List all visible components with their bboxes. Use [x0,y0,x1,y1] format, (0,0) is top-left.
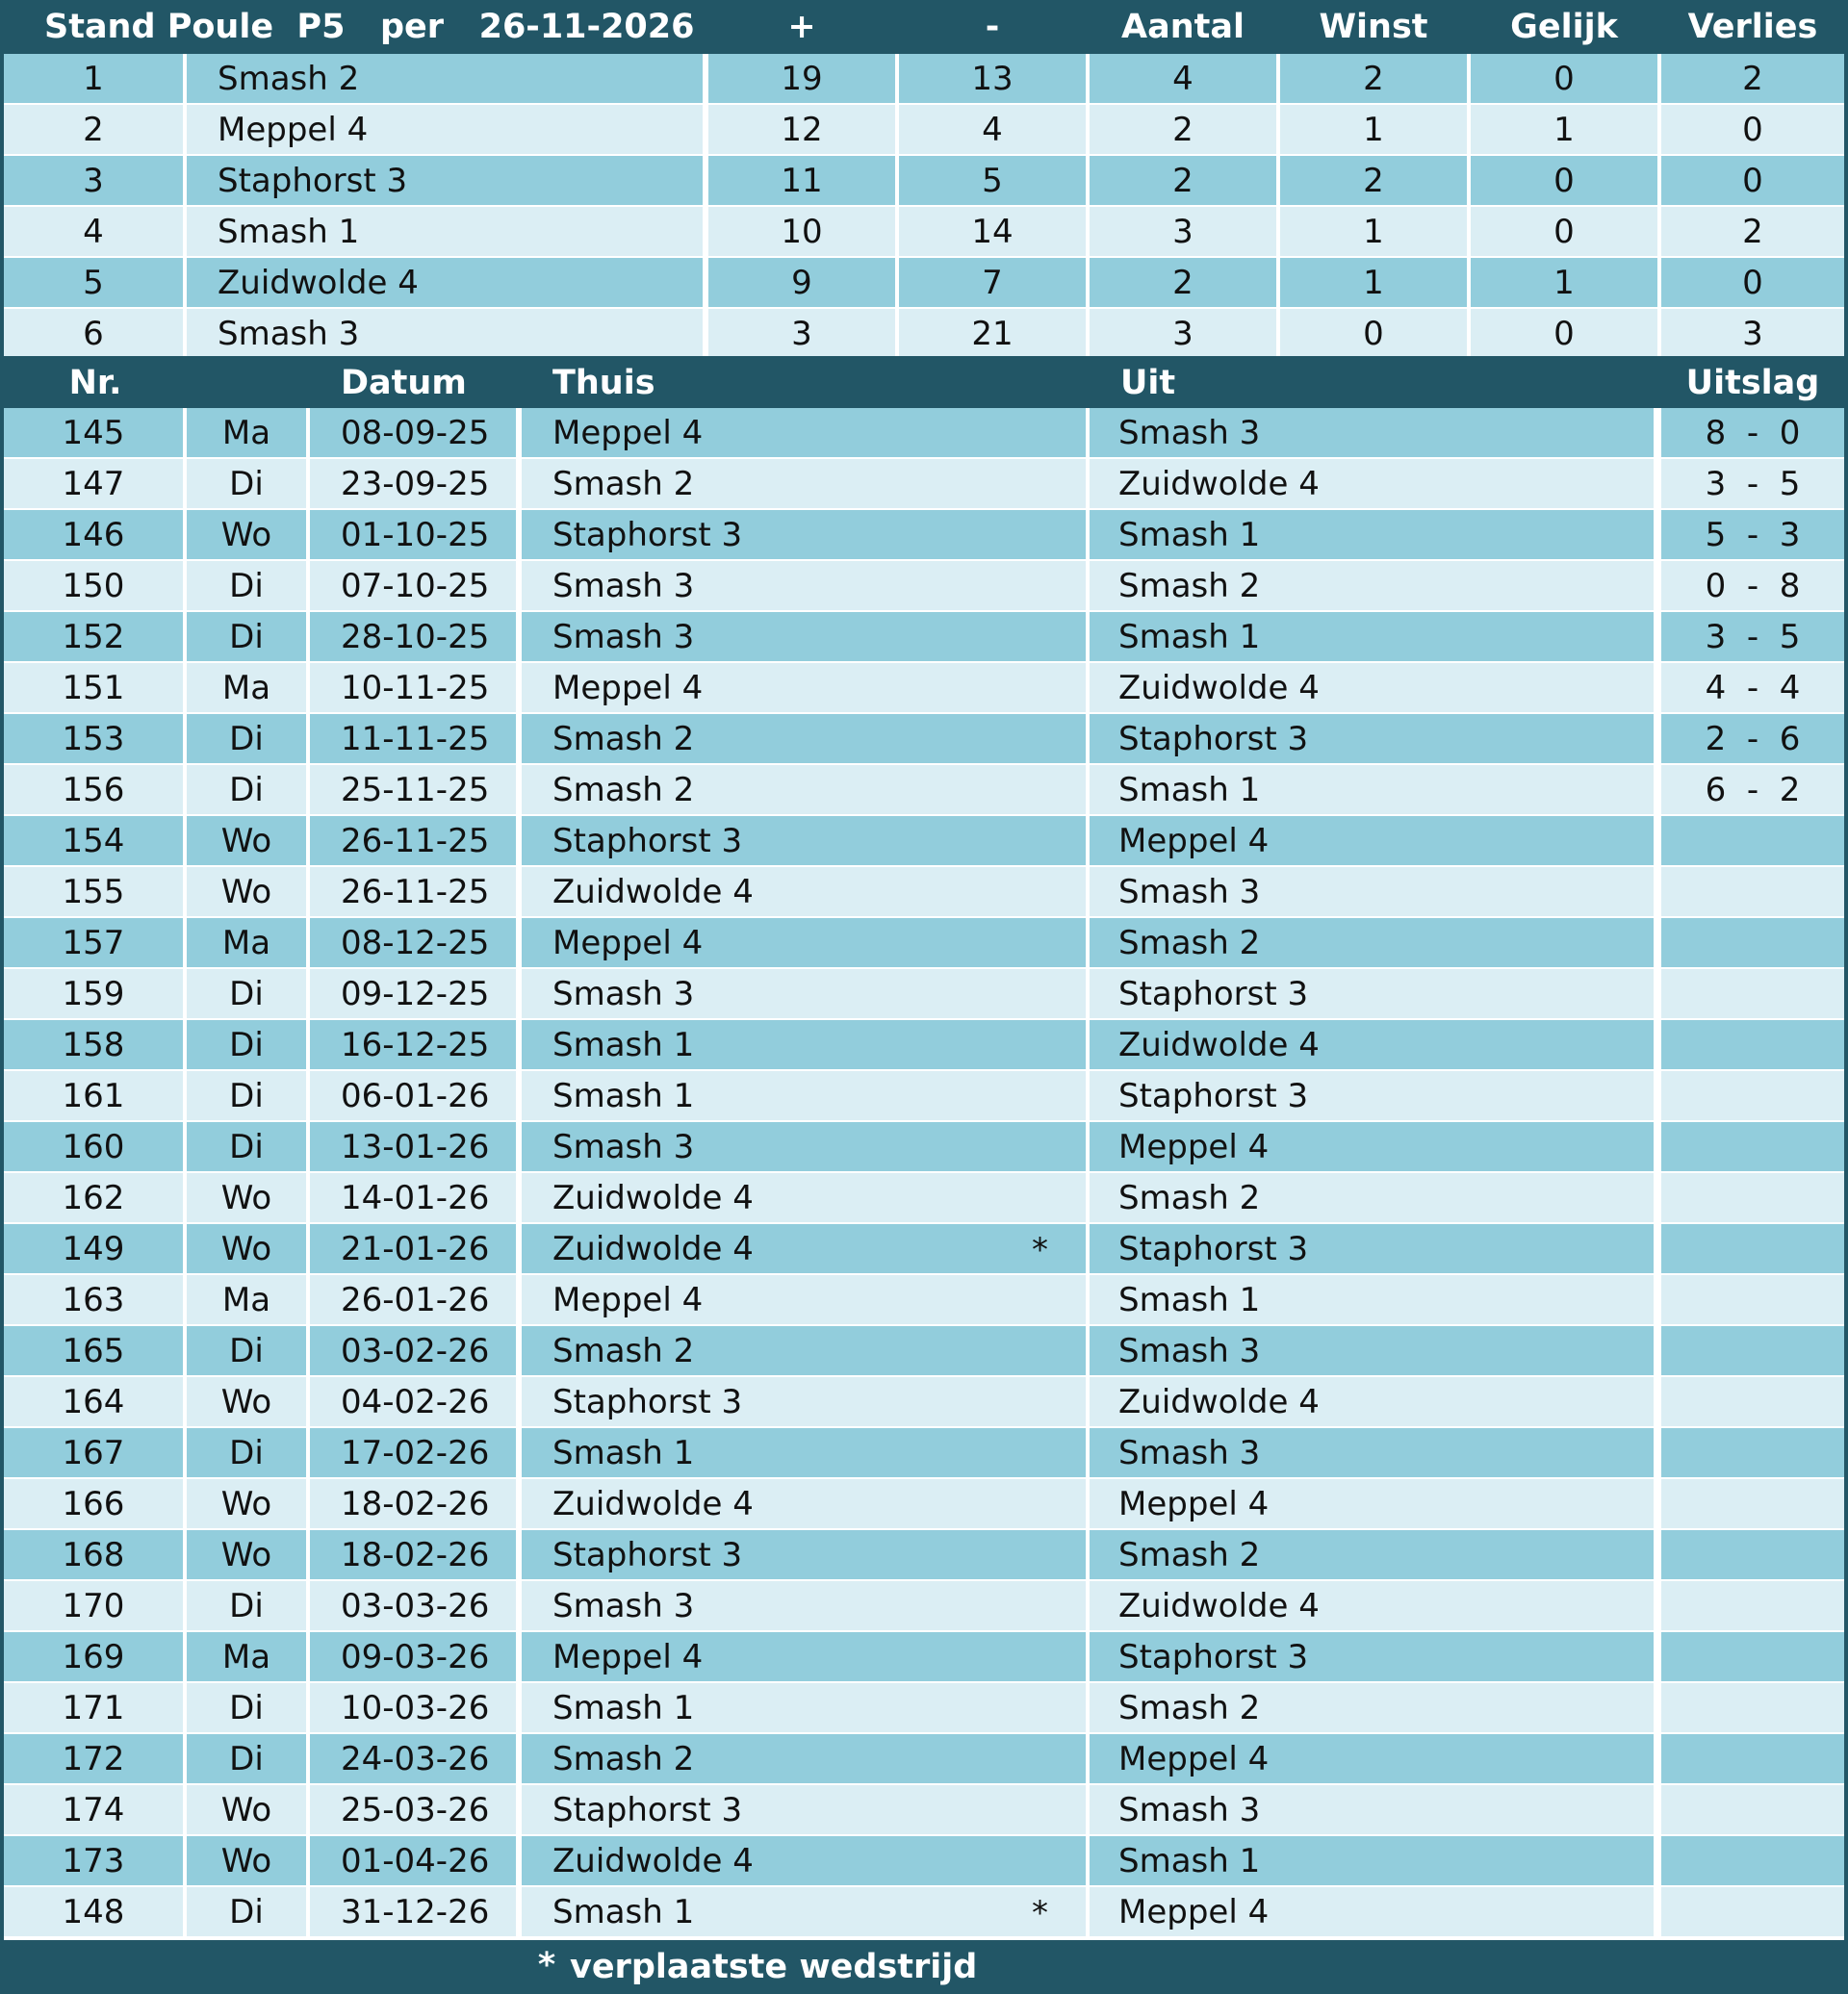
match-day: Wo [187,510,306,559]
match-day: Di [187,1428,306,1477]
match-number: 173 [4,1836,183,1885]
schedule-row [0,1479,1848,1530]
match-day: Wo [187,867,306,916]
match-number: 148 [4,1887,183,1936]
standings-position: 4 [4,207,183,256]
match-home-team: Smash 3 [522,612,1086,661]
standings-position: 3 [4,156,183,205]
match-result: 6 - 2 [1661,765,1844,814]
schedule-row [0,1632,1848,1683]
match-day: Di [187,765,306,814]
match-away-team: Smash 3 [1090,1326,1654,1375]
match-number: 151 [4,663,183,712]
match-number: 171 [4,1683,183,1732]
schedule-row [0,1734,1848,1785]
match-home-team: Smash 2 [522,714,1086,763]
footnote-mark: * [537,1946,556,1984]
schedule-row [0,714,1848,765]
match-result [1661,969,1844,1018]
match-away-team: Smash 2 [1090,1173,1654,1222]
match-home-team: Smash 3 [522,561,1086,610]
schedule-row [0,1122,1848,1173]
standings-position: 1 [4,54,183,103]
standings-row [0,54,1848,105]
match-away-team: Staphorst 3 [1090,1224,1654,1273]
match-result [1661,1683,1844,1732]
match-away-team: Staphorst 3 [1090,714,1654,763]
standings-gelijk: 0 [1471,309,1657,358]
standings-position: 5 [4,258,183,307]
standings-gelijk: 0 [1471,207,1657,256]
match-home-team: Staphorst 3 [522,1377,1086,1426]
match-number: 158 [4,1020,183,1069]
match-home-team: Smash 3 [522,969,1086,1018]
match-result [1661,816,1844,865]
match-result [1661,1326,1844,1375]
match-result: 2 - 6 [1661,714,1844,763]
match-home-team: Zuidwolde 4 [522,1224,1086,1273]
standings-aantal: 2 [1090,156,1276,205]
match-home-team: Zuidwolde 4 [522,867,1086,916]
match-home-team: Staphorst 3 [522,1530,1086,1579]
match-day: Di [187,1887,306,1936]
match-result [1661,1479,1844,1528]
match-away-team: Smash 3 [1090,867,1654,916]
match-home-team: Smash 1 [522,1887,1086,1936]
match-result [1661,1020,1844,1069]
standings-minus: 5 [899,156,1086,205]
schedule-row [0,1887,1848,1938]
match-away-team: Smash 1 [1090,765,1654,814]
match-date: 18-02-26 [310,1530,516,1579]
schedule-row [0,1581,1848,1632]
match-day: Ma [187,1275,306,1324]
standings-winst: 2 [1280,156,1467,205]
match-away-team: Smash 1 [1090,1275,1654,1324]
match-date: 03-03-26 [310,1581,516,1630]
match-away-team: Meppel 4 [1090,1479,1654,1528]
schedule-row [0,510,1848,561]
match-day: Di [187,1071,306,1120]
match-result: 0 - 8 [1661,561,1844,610]
match-away-team: Zuidwolde 4 [1090,663,1654,712]
left-border [0,0,4,1994]
match-home-team: Meppel 4 [522,1275,1086,1324]
schedule-row [0,1326,1848,1377]
match-number: 160 [4,1122,183,1171]
match-home-team: Zuidwolde 4 [522,1479,1086,1528]
standings-plus: 12 [708,105,895,154]
standings-minus: 21 [899,309,1086,358]
match-number: 145 [4,408,183,457]
standings-team: Smash 2 [187,54,703,103]
match-day: Di [187,1326,306,1375]
match-date: 25-03-26 [310,1785,516,1834]
match-home-team: Smash 2 [522,1326,1086,1375]
standings-position: 6 [4,309,183,358]
match-number: 147 [4,459,183,508]
header-verlies: Verlies [1687,8,1818,46]
match-date: 23-09-25 [310,459,516,508]
standings-title: Stand Poule P5 per 26-11-2026 [44,8,695,46]
standings-plus: 11 [708,156,895,205]
match-away-team: Smash 3 [1090,408,1654,457]
schedule-row [0,663,1848,714]
match-result [1661,1275,1844,1324]
match-home-team: Meppel 4 [522,663,1086,712]
schedule-row [0,1428,1848,1479]
header-winst: Winst [1319,8,1428,46]
standings-winst: 2 [1280,54,1467,103]
match-number: 154 [4,816,183,865]
match-day: Wo [187,1224,306,1273]
header-gelijk: Gelijk [1510,8,1618,46]
schedule-row [0,1275,1848,1326]
match-home-team: Meppel 4 [522,918,1086,967]
standings-winst: 0 [1280,309,1467,358]
standings-verlies: 0 [1661,258,1844,307]
schedule-row [0,867,1848,918]
standings-team: Zuidwolde 4 [187,258,703,307]
header-datum: Datum [341,364,467,402]
match-date: 08-12-25 [310,918,516,967]
match-date: 01-04-26 [310,1836,516,1885]
match-home-team: Smash 1 [522,1428,1086,1477]
match-result [1661,1224,1844,1273]
moved-match-marker: * [1032,1230,1048,1269]
standings-row [0,105,1848,156]
moved-match-marker: * [1032,1893,1048,1932]
match-date: 31-12-26 [310,1887,516,1936]
match-home-team: Smash 2 [522,765,1086,814]
match-home-team: Meppel 4 [522,1632,1086,1681]
standings-gelijk: 1 [1471,105,1657,154]
match-result: 3 - 5 [1661,459,1844,508]
match-result [1661,1173,1844,1222]
match-day: Wo [187,1785,306,1834]
standings-plus: 19 [708,54,895,103]
match-number: 153 [4,714,183,763]
match-number: 174 [4,1785,183,1834]
standings-verlies: 0 [1661,105,1844,154]
match-number: 152 [4,612,183,661]
match-number: 155 [4,867,183,916]
match-day: Ma [187,663,306,712]
standings-aantal: 4 [1090,54,1276,103]
match-date: 17-02-26 [310,1428,516,1477]
match-day: Wo [187,1479,306,1528]
header-thuis: Thuis [552,364,655,402]
match-date: 09-03-26 [310,1632,516,1681]
match-result [1661,1377,1844,1426]
header-aantal: Aantal [1121,8,1245,46]
standings-plus: 9 [708,258,895,307]
schedule-row [0,1785,1848,1836]
standings-team: Smash 3 [187,309,703,358]
match-date: 25-11-25 [310,765,516,814]
standings-plus: 3 [708,309,895,358]
match-number: 159 [4,969,183,1018]
schedule-row [0,408,1848,459]
standings-winst: 1 [1280,207,1467,256]
match-date: 26-01-26 [310,1275,516,1324]
header-uit: Uit [1120,364,1176,402]
header-nr: Nr. [68,364,122,402]
match-date: 14-01-26 [310,1173,516,1222]
match-number: 156 [4,765,183,814]
match-day: Di [187,1734,306,1783]
match-number: 164 [4,1377,183,1426]
match-away-team: Smash 2 [1090,561,1654,610]
match-number: 162 [4,1173,183,1222]
match-number: 146 [4,510,183,559]
match-result [1661,1887,1844,1936]
match-number: 150 [4,561,183,610]
match-home-team: Meppel 4 [522,408,1086,457]
match-result [1661,1122,1844,1171]
standings-winst: 1 [1280,258,1467,307]
schedule-row [0,918,1848,969]
match-result [1661,1632,1844,1681]
standings-aantal: 3 [1090,309,1276,358]
match-home-team: Smash 2 [522,1734,1086,1783]
match-number: 172 [4,1734,183,1783]
match-day: Di [187,1581,306,1630]
match-home-team: Smash 1 [522,1071,1086,1120]
schedule-row [0,1173,1848,1224]
match-day: Wo [187,1530,306,1579]
schedule-row [0,1683,1848,1734]
standings-minus: 14 [899,207,1086,256]
match-away-team: Smash 1 [1090,612,1654,661]
match-date: 03-02-26 [310,1326,516,1375]
match-date: 08-09-25 [310,408,516,457]
match-date: 07-10-25 [310,561,516,610]
match-date: 10-11-25 [310,663,516,712]
match-home-team: Staphorst 3 [522,816,1086,865]
match-home-team: Smash 3 [522,1581,1086,1630]
match-number: 170 [4,1581,183,1630]
standings-gelijk: 1 [1471,258,1657,307]
schedule-row [0,1530,1848,1581]
standings-minus: 13 [899,54,1086,103]
match-away-team: Zuidwolde 4 [1090,459,1654,508]
match-number: 163 [4,1275,183,1324]
match-home-team: Staphorst 3 [522,1785,1086,1834]
match-home-team: Zuidwolde 4 [522,1173,1086,1222]
schedule-row [0,969,1848,1020]
match-away-team: Smash 2 [1090,918,1654,967]
standings-row [0,309,1848,360]
schedule-row [0,1020,1848,1071]
standings-verlies: 2 [1661,207,1844,256]
match-result [1661,1071,1844,1120]
match-away-team: Zuidwolde 4 [1090,1377,1654,1426]
schedule-row [0,1377,1848,1428]
match-away-team: Staphorst 3 [1090,969,1654,1018]
right-border [1844,0,1848,1994]
match-away-team: Smash 2 [1090,1530,1654,1579]
match-away-team: Staphorst 3 [1090,1071,1654,1120]
match-number: 169 [4,1632,183,1681]
standings-position: 2 [4,105,183,154]
match-date: 26-11-25 [310,816,516,865]
standings-aantal: 3 [1090,207,1276,256]
match-away-team: Meppel 4 [1090,1122,1654,1171]
schedule-row [0,1071,1848,1122]
match-home-team: Smash 3 [522,1122,1086,1171]
schedule-row [0,1836,1848,1887]
match-result: 8 - 0 [1661,408,1844,457]
match-day: Wo [187,1173,306,1222]
match-day: Di [187,714,306,763]
match-date: 13-01-26 [310,1122,516,1171]
match-number: 161 [4,1071,183,1120]
match-date: 28-10-25 [310,612,516,661]
match-home-team: Smash 2 [522,459,1086,508]
footnote-bar [0,1940,1848,1994]
schedule-row [0,459,1848,510]
match-date: 01-10-25 [310,510,516,559]
match-away-team: Smash 3 [1090,1428,1654,1477]
match-away-team: Meppel 4 [1090,1887,1654,1936]
match-number: 165 [4,1326,183,1375]
match-result [1661,1530,1844,1579]
match-day: Di [187,561,306,610]
standings-gelijk: 0 [1471,54,1657,103]
standings-verlies: 2 [1661,54,1844,103]
match-day: Di [187,1683,306,1732]
standings-team: Smash 1 [187,207,703,256]
match-away-team: Zuidwolde 4 [1090,1581,1654,1630]
schedule-row [0,612,1848,663]
match-home-team: Smash 1 [522,1683,1086,1732]
schedule-row [0,1224,1848,1275]
match-away-team: Smash 2 [1090,1683,1654,1732]
standings-minus: 4 [899,105,1086,154]
match-result: 4 - 4 [1661,663,1844,712]
match-day: Wo [187,1836,306,1885]
match-number: 157 [4,918,183,967]
match-result: 5 - 3 [1661,510,1844,559]
match-result: 3 - 5 [1661,612,1844,661]
match-away-team: Staphorst 3 [1090,1632,1654,1681]
match-day: Di [187,612,306,661]
match-result [1661,918,1844,967]
match-date: 11-11-25 [310,714,516,763]
match-date: 24-03-26 [310,1734,516,1783]
match-away-team: Smash 1 [1090,510,1654,559]
footnote-text: verplaatste wedstrijd [570,1948,978,1986]
match-home-team: Zuidwolde 4 [522,1836,1086,1885]
match-day: Ma [187,918,306,967]
match-day: Wo [187,1377,306,1426]
header-minus: - [985,8,1000,46]
standings-row [0,258,1848,309]
match-day: Di [187,1020,306,1069]
schedule-row [0,765,1848,816]
standings-aantal: 2 [1090,105,1276,154]
standings-team: Meppel 4 [187,105,703,154]
match-number: 166 [4,1479,183,1528]
standings-gelijk: 0 [1471,156,1657,205]
match-date: 16-12-25 [310,1020,516,1069]
match-day: Di [187,459,306,508]
standings-aantal: 2 [1090,258,1276,307]
standings-row [0,156,1848,207]
standings-verlies: 0 [1661,156,1844,205]
match-result [1661,1734,1844,1783]
match-away-team: Zuidwolde 4 [1090,1020,1654,1069]
schedule-header [0,358,1848,408]
standings-verlies: 3 [1661,309,1844,358]
standings-plus: 10 [708,207,895,256]
standings-winst: 1 [1280,105,1467,154]
match-home-team: Staphorst 3 [522,510,1086,559]
match-day: Di [187,969,306,1018]
match-result [1661,1581,1844,1630]
match-date: 10-03-26 [310,1683,516,1732]
header-uitslag: Uitslag [1685,364,1820,402]
match-day: Di [187,1122,306,1171]
schedule-row [0,816,1848,867]
match-date: 06-01-26 [310,1071,516,1120]
standings-minus: 7 [899,258,1086,307]
match-date: 26-11-25 [310,867,516,916]
header-plus: + [787,8,816,46]
match-number: 149 [4,1224,183,1273]
match-result [1661,1836,1844,1885]
match-day: Wo [187,816,306,865]
standings-header [0,0,1848,54]
match-away-team: Smash 3 [1090,1785,1654,1834]
match-day: Ma [187,1632,306,1681]
match-away-team: Smash 1 [1090,1836,1654,1885]
schedule-row [0,561,1848,612]
match-date: 18-02-26 [310,1479,516,1528]
match-away-team: Meppel 4 [1090,1734,1654,1783]
match-result [1661,867,1844,916]
match-home-team: Smash 1 [522,1020,1086,1069]
match-result [1661,1785,1844,1834]
match-number: 167 [4,1428,183,1477]
match-day: Ma [187,408,306,457]
standings-row [0,207,1848,258]
match-date: 21-01-26 [310,1224,516,1273]
match-date: 09-12-25 [310,969,516,1018]
match-date: 04-02-26 [310,1377,516,1426]
match-result [1661,1428,1844,1477]
standings-team: Staphorst 3 [187,156,703,205]
match-number: 168 [4,1530,183,1579]
match-away-team: Meppel 4 [1090,816,1654,865]
